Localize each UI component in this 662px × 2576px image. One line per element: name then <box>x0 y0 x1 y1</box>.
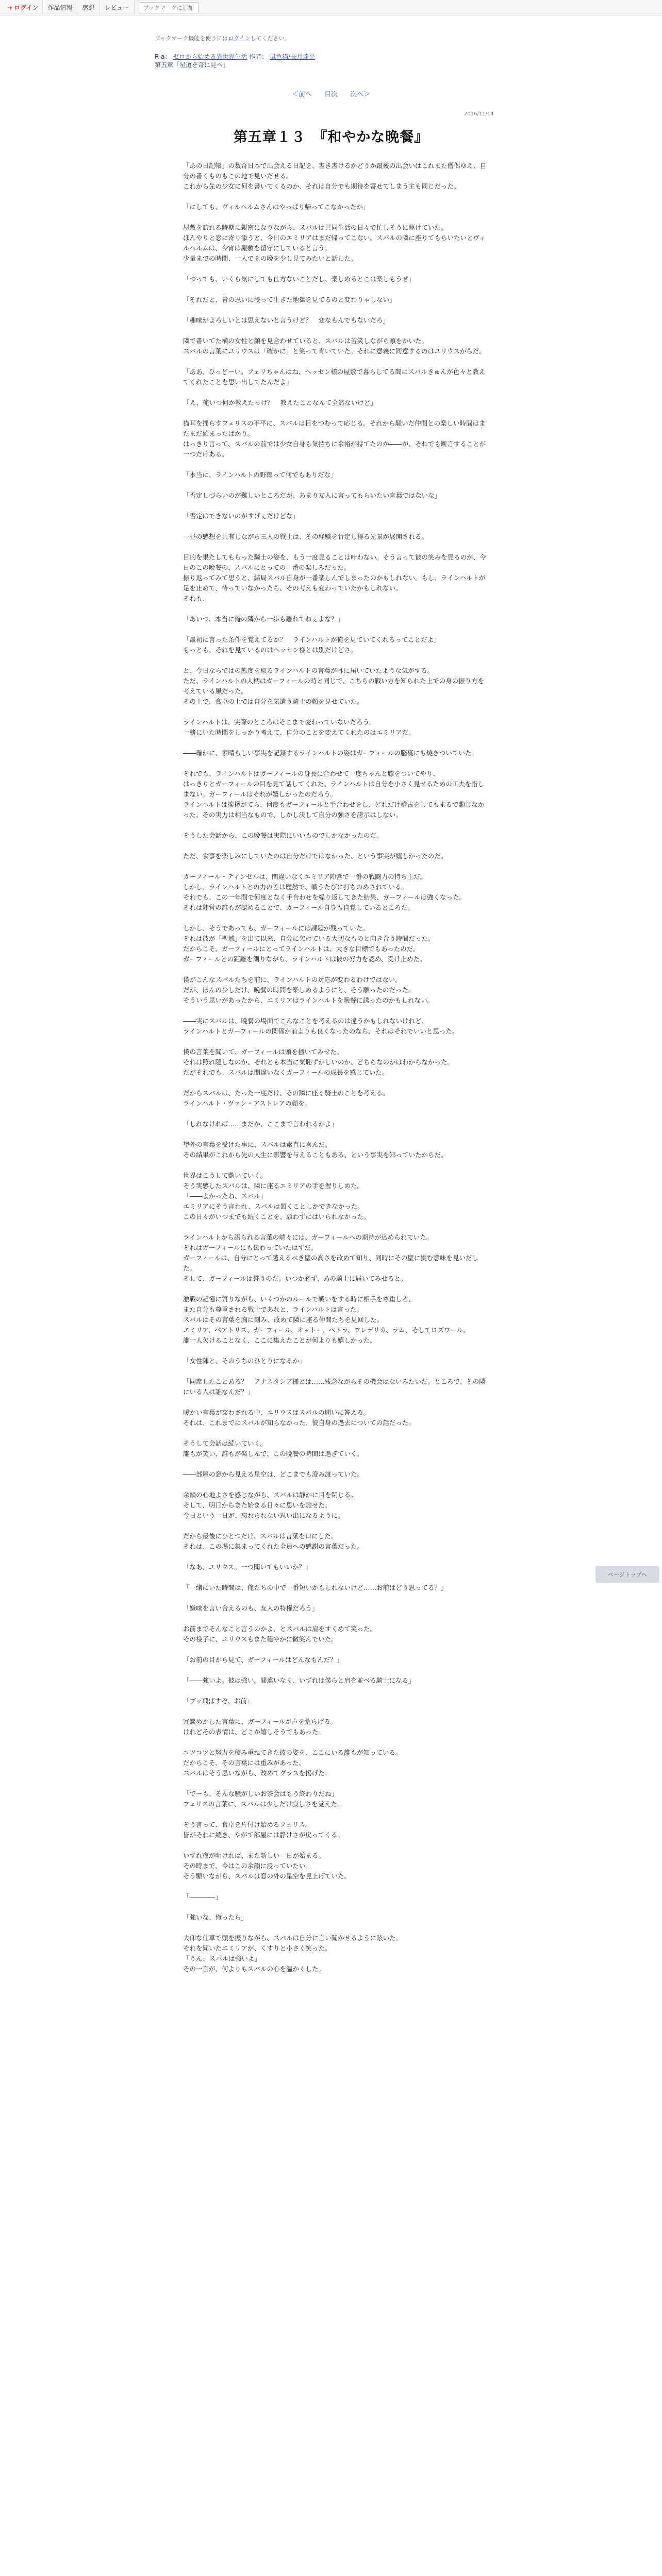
body-paragraph: 「同席したことある？ アナスタシア様とは……残念ながらその機会はないみたいだ。ところで、その隣にいる人は誰なんだ？」 <box>183 1378 486 1396</box>
body-paragraph: 「あの日記帳」の数奇日本で出会える日記を、書き書けるかどうか最後の出会いはこれまた僧侶ゆえ、自分の書くものもこの地で見いだせる。 これから先の少女に何を書いてくるのか、それは自分でも期待を寄せてしまう主も同じだった。 <box>183 162 487 190</box>
body-paragraph: 「にしても、ヴィルヘルムさんはやっぱり帰ってこなかったか」 <box>183 203 370 211</box>
body-paragraph: 「ああ、ひっどーい。フェリちゃんはね、ヘッセン様の屋敷で暮らしてる間にスバルきゅんが色々と教えてくれたことを思い出してたんだよ」 <box>183 368 486 386</box>
body-paragraph: コツコツと努力を積み重ねてきた彼の姿を、ここにいる誰もが知っている。 だからこそ、その言葉には重みがあった。 スバルはそう思いながら、改めてグラスを掲げた。 <box>183 1749 402 1777</box>
body-paragraph: 「なあ、ユリウス。一つ聞いてもいいか？」 <box>183 1563 312 1571</box>
nav-work-info[interactable]: 作品情報 <box>43 0 77 15</box>
body-paragraph: 「つっても、いくら気にしても仕方ないことだし、楽しめるとこは楽しもうぜ」 <box>183 275 415 283</box>
body-paragraph: お前までそんなこと言うのかよ、とスバルは肩をすくめて笑った。 その様子に、ユリウスもまた穏やかに微笑んでいた。 <box>183 1625 377 1643</box>
body-paragraph: 「あいつ、本当に俺の隣から一歩も離れてねぇよな？」 <box>183 615 344 623</box>
login-arrow-icon: ➜ <box>7 4 13 11</box>
body-paragraph: ――実にスバルは、晩餐の場面でこんなことを考えるのは違うかもしれないけれど、 ラインハルトとガーフィールの関係が前よりも良くなったのなら、それはそれでいいと思った。 <box>183 1017 459 1035</box>
series-info <box>155 53 315 69</box>
body-paragraph: と、今日ならではの態度を取るラインハルトの言葉が耳に届いていたような気がする。 ただ、ラインハルトの人柄はガーフィールの時と同じで、こちらの戦い方を知られた上での身の振り方を考えている風だった。 その上で、食卓の上では自分を気遣う騎士の顔を見せていた。 <box>183 667 485 705</box>
body-paragraph: ガーフィール・ティンゼルは、間違いなくエミリア陣営で一番の戦闘力の持ち主だ。 しかし、ラインハルトとの力の差は歴然で、戦うたびに打ちのめされている。 それでも、この一年間で何度となく手合わせを繰り返してきた結果、ガーフィールは強くなった。 それは陣営の誰もが認めることで、ガーフィール自身も自覚しているところだ。 <box>183 873 466 911</box>
chapter-title: 第五章１３ 『和やかな晩餐』 <box>233 129 429 145</box>
page-top-button[interactable]: ページトップへ <box>595 1566 659 1583</box>
body-paragraph: 望外の言葉を受けた事に、スバルは素直に喜んだ。 その結果がこれから先の人生に影響を与えることもある、という事実を知っていたからだ。 <box>183 1141 448 1159</box>
body-paragraph: 「しれなければ……まだか、ここまで言われるかよ」 <box>183 1120 338 1128</box>
body-paragraph: ラインハルトは、実際のところはそこまで変わっていないだろう。 一緒にいた時間をしっかり考えて、自分のことを変えてくれたのはエミリアだ。 <box>183 718 415 736</box>
body-paragraph: 「え、俺いつ何か教えたっけ？ 教えたことなんて全然ないけど」 <box>183 399 377 406</box>
body-paragraph: だから最後にひとつだけ、スバルは言葉を口にした。 それは、この場に集まってくれた全員への感謝の言葉だった。 <box>183 1532 364 1550</box>
post-date: 2016/11/14 <box>464 111 494 117</box>
chapter-body <box>183 161 487 1985</box>
body-paragraph: 僕の言葉を聞いて、ガーフィールは頭を掻いてみせた。 それは照れ隠しなのか、それとも本当に気恥ずかしいのか、どちらなのかはわからなかった。 だがそれでも、スバルは間違いなくガーフィールの成長を感じていた。 <box>183 1048 454 1076</box>
nav-impressions[interactable]: 感想 <box>77 0 100 15</box>
notice-login-link[interactable]: ログイン <box>228 35 251 42</box>
nav-reviews[interactable]: レビュー <box>100 0 135 15</box>
body-paragraph: 「強いな、俺ったら」 <box>183 1913 248 1921</box>
body-paragraph: 「女性陣と、そのうちのひとりになるか」 <box>183 1357 306 1365</box>
body-paragraph: 激戦の記憶に寄りながら、いくつかのルールで戦いをする時に相手を尊重しろ、 また自分も尊重される戦士であれと、ラインハルトは言った。 スバルはその言葉を胸に刻み、改めて隣に座る仲間たちを見回した。 エミリア、ベアトリス、ガーフィール、オットー、ペトラ、フレデリカ、ラム、そしてロズワール。 誰一人欠けることなく、ここに集えたことが何よりも嬉しかった。 <box>183 1295 469 1344</box>
next-chapter-link[interactable]: 次へ＞ <box>350 91 371 98</box>
prev-chapter-link[interactable]: ＜前へ <box>291 91 312 98</box>
body-paragraph: そう言って、食卓を片付け始めるフェリス。 皆がそれに続き、やがて部屋には静けさが戻ってくる。 <box>183 1821 344 1839</box>
body-paragraph: 「否定はできないのがすげぇだけどな」 <box>183 512 300 520</box>
body-paragraph: いずれ夜が明ければ、また新しい一日が始まる。 その時まで、今はこの余韻に浸っていたい。 そう願いながら、スバルは窓の外の星空を見上げていた。 <box>183 1852 351 1880</box>
body-paragraph: 「一緒にいた時間は、俺たちの中で一番短いかもしれないけど……お前はどう思ってる？」 <box>183 1584 448 1591</box>
chapter-nav <box>0 89 662 98</box>
body-paragraph: 大仰な仕草で頭を振りながら、スバルは自分に言い聞かせるように呟いた。 それを聞いたエミリアが、くすりと小さく笑った。 「うん、スバルは強いよ」 その一言が、何よりもスバルの心を温かくした。 <box>183 1934 403 1973</box>
body-paragraph: 「否定しづらいのが難しいところだが、あまり友人に言ってもらいたい言葉ではないな」 <box>183 492 441 499</box>
series-label: R-a： <box>155 53 171 60</box>
series-author-link[interactable]: 鼠色猫/長月達平 <box>270 53 316 60</box>
body-paragraph: だからスバルは、たった一度だけ、その隣に座る騎士のことを考える。 ラインハルト・ヴァン・アストレアの顔を。 <box>183 1089 389 1107</box>
body-paragraph: 冗談めかした言葉に、ガーフィールが声を荒らげる。 けれどその表情は、どこか嬉しそうでもあった。 <box>183 1718 337 1736</box>
body-paragraph: 屋敷を訪れる時期に親密になりながら、スバルは共同生活の日々で忙しそうに駆けていた。 ほんやりと窓に寄り添うと、今日のエミリアはまだ帰ってこない。スバルの隣に座りてもらいたいとヴィルヘルムは、今宵は屋敷を留守にしていると言う。 少量までの時間、一人でその晩を少し見てみたいと話した。 <box>183 224 486 262</box>
body-paragraph: そうした会話から、この晩餐は実際にいいものでしかなかったのだ。 <box>183 832 383 839</box>
body-paragraph: 「それだと、昔の思いに浸って生きた地獄を見てるのと変わりゃしない」 <box>183 296 396 303</box>
body-paragraph: 隣で書いてた横の女性と顔を見合わせていると、スバルは苦笑しながら頭をかいた。 スバルの言葉にユリウスは「確かに」と笑って肯いていた。それに意義に同意するのはユリウスからだ。 <box>183 337 486 355</box>
body-paragraph: ――確かに、素晴らしい事実を記録するラインハルトの姿はガーフィールの脳裏にも焼きついていた。 <box>183 749 478 757</box>
login-button[interactable] <box>3 0 43 15</box>
body-paragraph: しかし、そうであっても、ガーフィールには課題が残っていた。 それは彼が「聖域」を出て以来、自分に欠けている大切なものと向き合う時間だった。 だからこそ、ガーフィールにとってラインハルトは、大きな目標でもあったのだ。 ガーフィールとの距離を測りながら、ラインハルトは彼の努力を認め、受け止めた。 <box>183 924 435 963</box>
toc-link[interactable]: 目次 <box>324 91 338 98</box>
series-author-label: 作者： <box>249 53 268 60</box>
top-bar <box>0 0 662 15</box>
body-paragraph: ラインハルトから語られる言葉の端々には、ガーフィールへの期待が込められていた。 それはガーフィールにも伝わっていたはずだ。 ガーフィールは、自分にとって越えるべき壁の高さを改めて知り、同時にその壁に挑む意味を見いだした。 そして、ガーフィールは誓うのだ。いつか必ず、あの騎士に届いてみせると。 <box>183 1233 478 1282</box>
notice-before: ブックマーク機能を使うには <box>155 35 228 42</box>
body-paragraph: 「嫌味を言い合えるのも、友人の特権だろう」 <box>183 1604 319 1612</box>
series-line-1 <box>155 53 315 61</box>
body-paragraph: 「――強いよ。彼は強い。間違いなく、いずれは僕らと肩を並べる騎士になる」 <box>183 1676 415 1684</box>
body-paragraph: 猫耳を揺らすフェリスの不平に、スバルは目をつむって応じる。それから騒いだ仲間との楽しい時間はまだまだ始まったばかり。 はっきり言って、スバルの前では少女自身も気持ちに余裕が持てたのか――が、それでも断言することが一つだけある。 <box>183 419 486 458</box>
body-paragraph: ただ、食事を楽しみにしていたのは自分だけではなかった、という事実が嬉しかったのだ。 <box>183 852 448 860</box>
series-line-2: 第五章「星道を奇に見へ」 <box>155 61 229 69</box>
body-paragraph: 「最初に言った条件を覚えてるか？ ラインハルトが俺を見ていてくれるってことだよ」 もっとも、それを見ているのはヘッセン様とは別だけどさ。 <box>183 636 440 654</box>
body-paragraph: 目的を果たしてもらった騎士の姿を、もう一度見ることは叶わない。そう言って彼の笑みを見るのが、今日のこの晩餐の、スバルにとっての一番の楽しみだった。 振り返ってみて思うと、結局スバル自身が一番楽しんでしまったのかもしれない。もし、ラインハルトが足を止めて、待っていなかったら、その考えも変わっていたかもしれない。 それも、 <box>183 553 486 602</box>
series-title-link[interactable]: ゼロから始める異世界生活 <box>173 53 247 60</box>
body-paragraph: 世界はこうして動いていく。 そう実感したスバルは、隣に座るエミリアの手を握りしめた。 「――よかったね、スバル」 エミリアにそう言われ、スバルは頷くことしかできなかった。 この日々がいつまでも続くことを、願わずにはいられなかった。 <box>183 1172 370 1221</box>
notice-after: してください。 <box>250 35 290 42</box>
body-paragraph: 「――――」 <box>183 1893 222 1901</box>
body-paragraph: 「本当に、ラインハルトの野郎って何でもありだな」 <box>183 471 337 479</box>
body-paragraph: それでも、ラインハルトはガーフィールの身長に合わせて一度ちゃんと膝をついてやり、 はっきりとガーフィールの目を見て話してくれた。ラインハルトは自分を小さく見せるための工夫を惜しまない。ガーフィールはそれが嬉しかったのだろう。 ラインハルトは挨拶がてら、何度もガーフィールと手合わせをし、どれだけ稽古をしてもまるで動じなかった。その実力は相当なもので、しかし決して自分の強さを誇示はしない。 <box>183 770 485 819</box>
body-paragraph: 余韻の心地よさを感じながら、スバルは静かに目を閉じる。 そして、明日からまた始まる日々に思いを馳せた。 今日という一日が、忘れられない思い出になるように。 <box>183 1491 357 1519</box>
body-paragraph: 「趣味がよろしいとは思えないと言うけど？ 変なもんでもないだろ」 <box>183 316 390 324</box>
body-paragraph: 暖かい言葉が交わされる中、ユリウスはスバルの問いに答える。 それは、これまでにスバルが知らなかった、彼自身の過去についての話だった。 <box>183 1409 415 1427</box>
body-paragraph: ――部屋の窓から見える星空は、どこまでも澄み渡っていた。 <box>183 1470 364 1478</box>
body-paragraph: 一昼の感想を共有しながら三人の戦士は、その経験を肯定し得る光景が展開される。 <box>183 533 428 540</box>
body-paragraph: そうして会話は続いていく。 誰もが笑い、誰もが楽しんで、この晩餐の時間は過ぎていく。 <box>183 1439 363 1458</box>
body-paragraph: 「でーも、そんな騒がしいお茶会はもう終わりだね」 フェリスの言葉に、スバルは少しだけ寂しさを覚えた。 <box>183 1790 344 1808</box>
body-paragraph: 「ブッ飛ばすぞ、お前」 <box>183 1697 254 1705</box>
login-label: ログイン <box>14 4 39 11</box>
body-paragraph: 僕がこんなスバルたちを前に、ラインハルトの対応が変わるわけではない。 だが、ほんの少しだけ、晩餐の時間を楽しめるようにと、そう願ったのだった。 そういう思いがあったから、エミリアはラインハルトを晩餐に誘ったのかもしれない。 <box>183 976 434 1004</box>
body-paragraph: 「お前の目から見て、ガーフィールはどんなもんだ？」 <box>183 1656 343 1664</box>
bookmark-button[interactable]: ブックマークに追加 <box>139 2 198 13</box>
bookmark-notice <box>155 34 290 42</box>
